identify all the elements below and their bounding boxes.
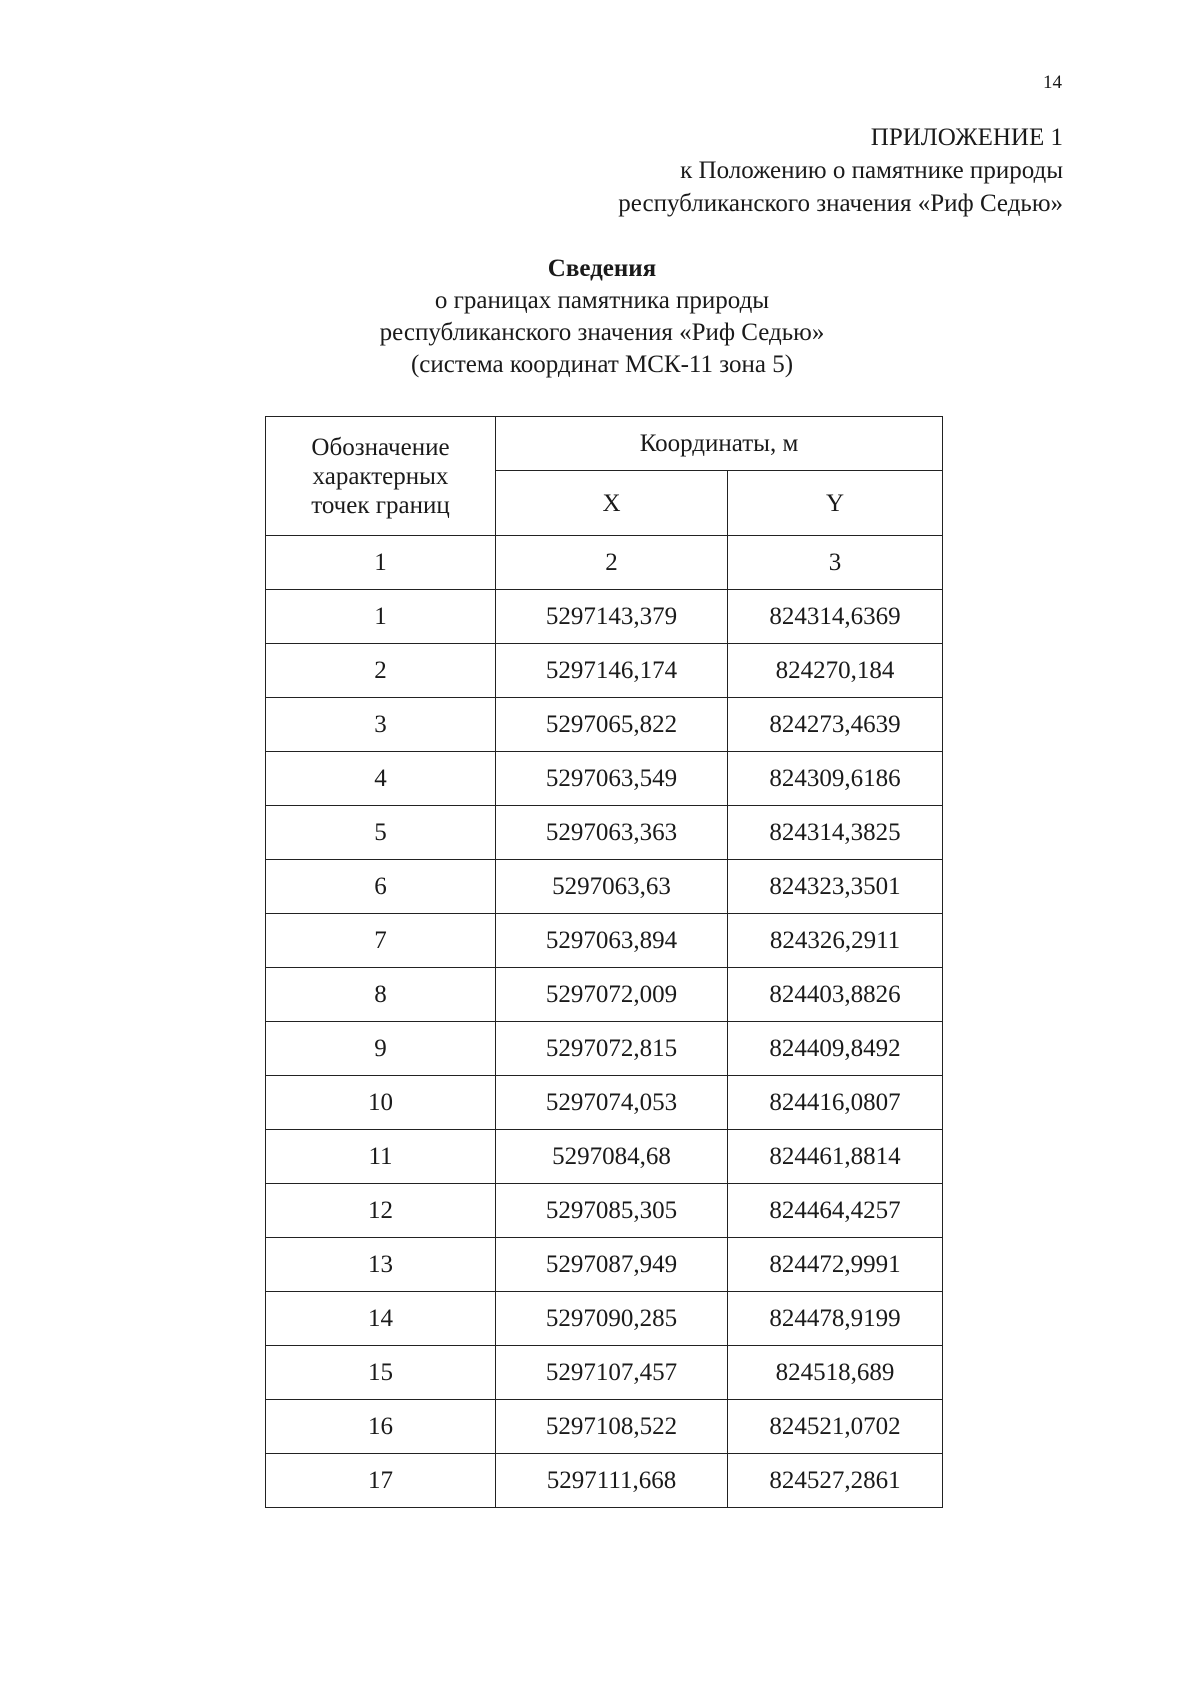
coordinates-table — [265, 416, 943, 1508]
table-row — [266, 1346, 943, 1400]
y-coordinate-cell: 824403,8826 — [728, 968, 943, 1022]
table-row — [266, 806, 943, 860]
x-coordinate-cell: 5297090,285 — [496, 1292, 728, 1346]
y-coordinate-cell: 824326,2911 — [728, 914, 943, 968]
y-coordinate-cell: 824273,4639 — [728, 698, 943, 752]
x-coordinate-cell: 5297146,174 — [496, 644, 728, 698]
table-row — [266, 644, 943, 698]
point-number-cell: 17 — [266, 1454, 496, 1508]
table-row — [266, 1022, 943, 1076]
point-number-cell: 1 — [266, 590, 496, 644]
page-number: 14 — [1043, 72, 1062, 93]
table-row — [266, 860, 943, 914]
y-coordinate-cell: 824478,9199 — [728, 1292, 943, 1346]
x-coordinate-cell: 5297084,68 — [496, 1130, 728, 1184]
table-row — [266, 1076, 943, 1130]
appendix-subtitle-line2: республиканского значения «Риф Седью» — [618, 190, 1063, 217]
table-row — [266, 1292, 943, 1346]
y-coordinate-cell: 824323,3501 — [728, 860, 943, 914]
point-number-cell: 6 — [266, 860, 496, 914]
table-row — [266, 1400, 943, 1454]
y-coordinate-cell: 824309,6186 — [728, 752, 943, 806]
y-coordinate-cell: 824527,2861 — [728, 1454, 943, 1508]
x-coordinate-cell: 5297063,549 — [496, 752, 728, 806]
header-coordinates: Координаты, м — [496, 417, 943, 471]
y-coordinate-cell: 824409,8492 — [728, 1022, 943, 1076]
y-coordinate-cell: 824521,0702 — [728, 1400, 943, 1454]
column-number-cell: 1 — [266, 536, 496, 590]
appendix-title: ПРИЛОЖЕНИЕ 1 — [870, 124, 1063, 151]
table-row — [266, 1184, 943, 1238]
point-number-cell: 16 — [266, 1400, 496, 1454]
column-number-cell: 2 — [496, 536, 728, 590]
y-coordinate-cell: 824461,8814 — [728, 1130, 943, 1184]
document-title — [0, 253, 1200, 381]
header-x: X — [496, 471, 728, 536]
header-point-line3: точек границ — [311, 491, 450, 519]
point-number-cell: 7 — [266, 914, 496, 968]
x-coordinate-cell: 5297107,457 — [496, 1346, 728, 1400]
x-coordinate-cell: 5297063,363 — [496, 806, 728, 860]
point-number-cell: 11 — [266, 1130, 496, 1184]
point-number-cell: 3 — [266, 698, 496, 752]
point-number-cell: 9 — [266, 1022, 496, 1076]
header-point-line2: характерных — [312, 462, 449, 490]
title-line2: республиканского значения «Риф Седью» — [379, 319, 825, 346]
table-row — [266, 1130, 943, 1184]
y-coordinate-cell: 824518,689 — [728, 1346, 943, 1400]
table-row — [266, 752, 943, 806]
point-number-cell: 8 — [266, 968, 496, 1022]
table-row — [266, 914, 943, 968]
table-row — [266, 1238, 943, 1292]
x-coordinate-cell: 5297065,822 — [496, 698, 728, 752]
y-coordinate-cell: 824314,6369 — [728, 590, 943, 644]
appendix-subtitle-line1: к Положению о памятнике природы — [680, 157, 1063, 184]
title-line3: (система координат МСК-11 зона 5) — [410, 351, 794, 378]
x-coordinate-cell: 5297143,379 — [496, 590, 728, 644]
y-coordinate-cell: 824270,184 — [728, 644, 943, 698]
point-number-cell: 2 — [266, 644, 496, 698]
x-coordinate-cell: 5297072,815 — [496, 1022, 728, 1076]
title-heading: Сведения — [547, 255, 657, 282]
table-row — [266, 698, 943, 752]
x-coordinate-cell: 5297111,668 — [496, 1454, 728, 1508]
y-coordinate-cell: 824464,4257 — [728, 1184, 943, 1238]
point-number-cell: 13 — [266, 1238, 496, 1292]
title-line1: о границах памятника природы — [434, 287, 770, 314]
point-number-cell: 4 — [266, 752, 496, 806]
point-number-cell: 5 — [266, 806, 496, 860]
table-row — [266, 1454, 943, 1508]
header-point-designation — [266, 417, 496, 536]
column-number-row — [266, 536, 943, 590]
table-row — [266, 968, 943, 1022]
x-coordinate-cell: 5297087,949 — [496, 1238, 728, 1292]
appendix-header — [618, 121, 1063, 220]
x-coordinate-cell: 5297072,009 — [496, 968, 728, 1022]
x-coordinate-cell: 5297085,305 — [496, 1184, 728, 1238]
x-coordinate-cell: 5297074,053 — [496, 1076, 728, 1130]
point-number-cell: 10 — [266, 1076, 496, 1130]
header-point-line1: Обозначение — [311, 433, 450, 461]
y-coordinate-cell: 824416,0807 — [728, 1076, 943, 1130]
column-number-cell: 3 — [728, 536, 943, 590]
table-row — [266, 590, 943, 644]
table-header-row — [266, 417, 943, 471]
point-number-cell: 15 — [266, 1346, 496, 1400]
y-coordinate-cell: 824472,9991 — [728, 1238, 943, 1292]
y-coordinate-cell: 824314,3825 — [728, 806, 943, 860]
x-coordinate-cell: 5297063,63 — [496, 860, 728, 914]
x-coordinate-cell: 5297108,522 — [496, 1400, 728, 1454]
point-number-cell: 12 — [266, 1184, 496, 1238]
x-coordinate-cell: 5297063,894 — [496, 914, 728, 968]
point-number-cell: 14 — [266, 1292, 496, 1346]
header-y: Y — [728, 471, 943, 536]
